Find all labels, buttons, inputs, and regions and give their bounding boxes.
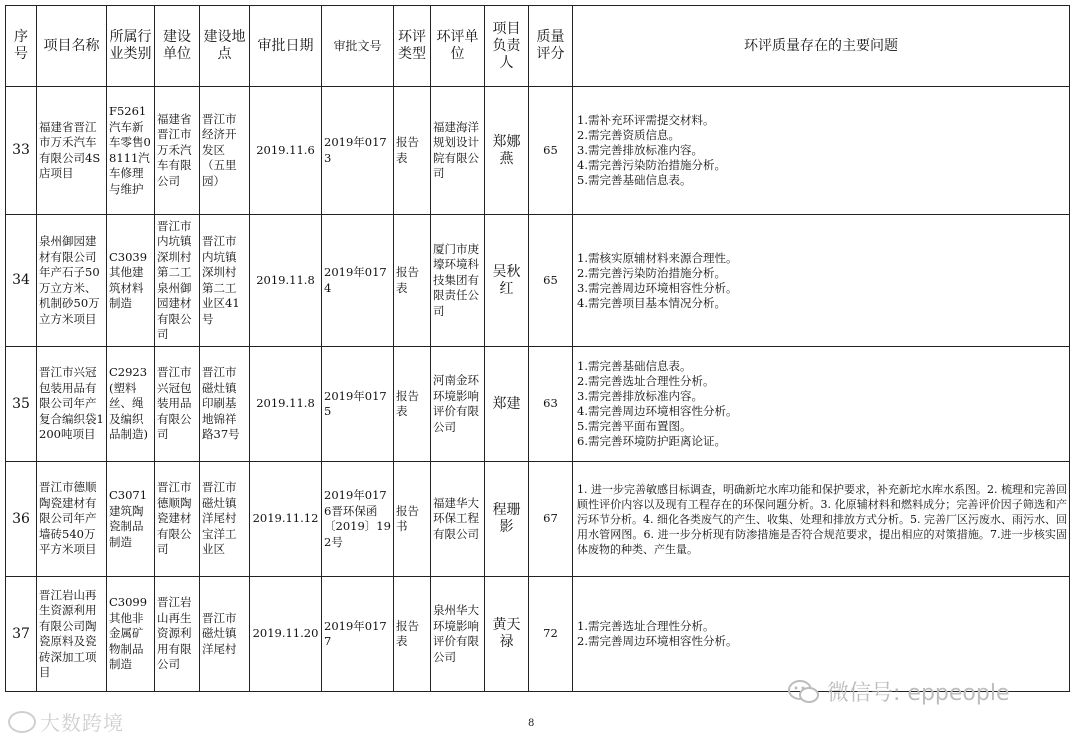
cell-issues	[573, 87, 1070, 215]
watermark-right-text: 微信号: eppeople	[827, 681, 1010, 706]
issue-item: 1.需完善基础信息表。	[577, 359, 692, 373]
issue-item: 3.需完善排放标准内容。	[577, 143, 703, 157]
table-row	[6, 577, 1070, 692]
cell-date: 2019.11.20	[250, 577, 322, 692]
header-issues: 环评质量存在的主要问题	[573, 6, 1070, 87]
cell-builder: 晋江市内坑镇深圳村第二工泉州御园建材有限公司	[155, 215, 200, 347]
issue-item: 4.需完善项目基本情况分析。	[577, 295, 726, 310]
table-row	[6, 347, 1070, 462]
cell-industry: C3099其他非金属矿物制品制造	[107, 577, 155, 692]
cell-issues	[573, 347, 1070, 462]
header-industry: 所属行业类别	[107, 6, 155, 87]
issue-item: 2.需完善选址合理性分析。	[577, 374, 715, 388]
cell-seq: 36	[6, 462, 37, 577]
cell-doc-no: 2019年0177	[322, 577, 394, 692]
watermark-left-text: 大数跨境	[40, 711, 124, 735]
cell-builder: 福建省晋江市万禾汽车有限公司	[155, 87, 200, 215]
issue-item: 4.需完善周边环境相容性分析。	[577, 404, 738, 418]
table-row	[6, 87, 1070, 215]
cell-seq: 34	[6, 215, 37, 347]
cell-name: 福建省晋江市万禾汽车有限公司4S店项目	[37, 87, 107, 215]
table-row	[6, 215, 1070, 347]
cell-leader: 郑娜燕	[485, 87, 529, 215]
header-location: 建设地点	[200, 6, 250, 87]
page-number: 8	[528, 718, 535, 729]
wechat-icon	[787, 679, 821, 705]
header-doc-no: 审批文号	[322, 6, 394, 87]
header-leader: 项目负责人	[485, 6, 529, 87]
header-builder: 建设单位	[155, 6, 200, 87]
issue-item: 1.需核实原辅材料来源合理性。	[577, 250, 738, 265]
cell-eia-type: 报告表	[394, 215, 431, 347]
header-eia-unit: 环评单位	[431, 6, 485, 87]
cell-date: 2019.11.6	[250, 87, 322, 215]
cell-issues	[573, 215, 1070, 347]
cell-date: 2019.11.8	[250, 215, 322, 347]
cell-date: 2019.11.12	[250, 462, 322, 577]
cell-eia-type: 报告表	[394, 347, 431, 462]
cell-name: 晋江市兴冠包装用品有限公司年产复合编织袋1200吨项目	[37, 347, 107, 462]
cell-seq: 35	[6, 347, 37, 462]
issue-item: 1.需完善选址合理性分析。	[577, 619, 715, 633]
cell-issues	[573, 577, 1070, 692]
cell-doc-no: 2019年0176晋环保函〔2019〕192号	[322, 462, 394, 577]
brand-logo-icon	[8, 711, 36, 733]
table-row	[6, 462, 1070, 577]
cell-eia-type: 报告表	[394, 577, 431, 692]
issue-item: 3.需完善排放标准内容。	[577, 389, 703, 403]
cell-eia-unit: 河南金环环境影响评价有限公司	[431, 347, 485, 462]
cell-seq: 33	[6, 87, 37, 215]
cell-eia-type: 报告表	[394, 87, 431, 215]
cell-score: 65	[529, 215, 573, 347]
issue-item: 5.需完善平面布置图。	[577, 419, 692, 433]
header-eia-type: 环评类型	[394, 6, 431, 87]
cell-location: 晋江市磁灶镇洋尾村	[200, 577, 250, 692]
cell-score: 67	[529, 462, 573, 577]
issue-item: 3.需完善周边环境相容性分析。	[577, 280, 738, 295]
cell-location: 晋江市内坑镇深圳村第二工业区41号	[200, 215, 250, 347]
cell-location: 晋江市磁灶镇洋尾村宝洋工业区	[200, 462, 250, 577]
cell-eia-unit: 福建华大环保工程有限公司	[431, 462, 485, 577]
cell-name: 晋江岩山再生资源利用有限公司陶瓷原料及瓷砖深加工项目	[37, 577, 107, 692]
issue-item: 2.需完善污染防治措施分析。	[577, 265, 726, 280]
issue-item: 6.需完善环境防护距离论证。	[577, 434, 726, 448]
cell-eia-type: 报告书	[394, 462, 431, 577]
issue-item: 1.需补充环评需提交材料。	[577, 113, 715, 127]
cell-industry: C3039其他建筑材料制造	[107, 215, 155, 347]
header-date: 审批日期	[250, 6, 322, 87]
header-name: 项目名称	[37, 6, 107, 87]
cell-leader: 程珊影	[485, 462, 529, 577]
cell-score: 65	[529, 87, 573, 215]
issue-item: 2.需完善周边环境相容性分析。	[577, 634, 738, 648]
cell-doc-no: 2019年0173	[322, 87, 394, 215]
cell-eia-unit: 泉州华大环境影响评价有限公司	[431, 577, 485, 692]
header-seq: 序号	[6, 6, 37, 87]
cell-location: 晋江市磁灶镇印刷基地锦祥路37号	[200, 347, 250, 462]
eia-quality-table	[5, 5, 1070, 692]
issue-item: 4.需完善污染防治措施分析。	[577, 158, 726, 172]
cell-eia-unit: 福建海洋规划设计院有限公司	[431, 87, 485, 215]
header-score: 质量评分	[529, 6, 573, 87]
cell-name: 晋江市德顺陶瓷建材有限公司年产墙砖540万平方米项目	[37, 462, 107, 577]
cell-doc-no: 2019年0175	[322, 347, 394, 462]
cell-builder: 晋江岩山再生资源利用有限公司	[155, 577, 200, 692]
cell-doc-no: 2019年0174	[322, 215, 394, 347]
watermark-left	[8, 707, 124, 736]
cell-issues: 1. 进一步完善敏感目标调查，明确新坨水库功能和保护要求，补充新坨水库水系图。2. 梳理和完善回顾性评价内容以及现有工程存在的环保问题分析。3. 化原辅材料和燃料成分；完善评价因子筛选和产污环节分析。4. 细化各类废气的产生、收集、处理和排放方式分析。5. 完善厂区污废水、雨污水、回用水管网图。6. 进一步分析现有防渗措施是否符合规范要求，提出相应的对策措施。7.进一步核实固体废物的种类、产生量。	[573, 462, 1070, 577]
cell-seq: 37	[6, 577, 37, 692]
cell-eia-unit: 厦门市庚壕环境科技集团有限责任公司	[431, 215, 485, 347]
cell-leader: 黄天禄	[485, 577, 529, 692]
cell-builder: 晋江市兴冠包装用品有限公司	[155, 347, 200, 462]
cell-industry: C3071建筑陶瓷制品制造	[107, 462, 155, 577]
watermark-right	[787, 676, 1009, 707]
cell-date: 2019.11.8	[250, 347, 322, 462]
issue-item: 5.需完善基础信息表。	[577, 173, 692, 187]
cell-builder: 晋江市德顺陶瓷建材有限公司	[155, 462, 200, 577]
cell-score: 72	[529, 577, 573, 692]
cell-industry: C2923(塑料丝、绳及编织品制造)	[107, 347, 155, 462]
table-header-row	[6, 6, 1070, 87]
issue-item: 2.需完善资质信息。	[577, 128, 680, 142]
cell-location: 晋江市经济开发区（五里园）	[200, 87, 250, 215]
cell-name: 泉州御园建材有限公司年产石子50万立方米、机制砂50万立方米项目	[37, 215, 107, 347]
cell-score: 63	[529, 347, 573, 462]
cell-leader: 吴秋红	[485, 215, 529, 347]
cell-industry: F5261汽车新车零售08111汽车修理与维护	[107, 87, 155, 215]
cell-leader: 郑建	[485, 347, 529, 462]
